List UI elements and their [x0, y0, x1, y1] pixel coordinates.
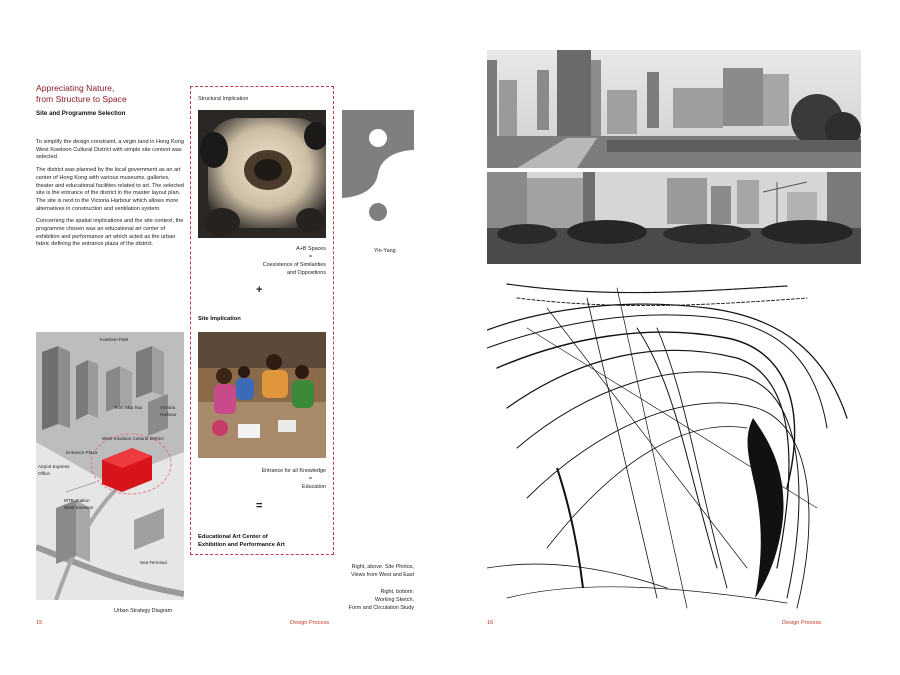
map-label-sea-terminal: Sea Terminal	[140, 560, 167, 565]
body-text	[36, 139, 184, 254]
site-photo	[198, 332, 326, 458]
children-learning-image	[198, 332, 326, 458]
map-label-kowloon-park: Kowloon Park	[100, 337, 129, 342]
section-label-left: Design Process	[290, 620, 330, 626]
map-label-tsim-sha-tsui: Tsim Sha Tsui	[114, 405, 143, 410]
paragraph-3: Concerning the spatial implications and the site context, the programme chosen was an educational art center of exhibition and performance art which acted as the urban fabric defining the entrance plaza of the district.	[36, 218, 184, 248]
paragraph-2: The district was planned by the local government as an art center of Hong Kong with various museums, galleries, theater and educational facilities related to art. The selected site is the entrance of the district in the master layout plan. The site is next to the Victoria Harbour which allows more alternatives in construction and ventilation system.	[36, 167, 184, 212]
page-number-right: 16	[487, 620, 494, 626]
map-label-wkcd: West Kowloon Cultural District	[102, 436, 164, 441]
map-label-office: Office	[38, 471, 50, 476]
title-line-2: from Structure to Space	[36, 94, 127, 104]
map-caption: Urban Strategy Diagram	[114, 608, 173, 614]
map-label-victoria: Victoria	[160, 405, 176, 410]
site-photo-east	[487, 172, 861, 264]
site-implication-label: Site Implication	[198, 316, 241, 322]
paragraph-1: To simplify the design constraint, a virgin land in Hong Kong West Kowloon Cultural District with simple site context was selected.	[36, 139, 185, 161]
section-label-right: Design Process	[782, 620, 822, 626]
title-line-1: Appreciating Nature,	[36, 83, 115, 93]
map-label-airport-express: Airport Express	[38, 464, 70, 469]
caption-right-bottom-2: Working Sketch,	[374, 597, 414, 603]
map-label-west-kowloon: West Kowloon	[64, 505, 94, 510]
page-number-left: 15	[36, 620, 43, 626]
form-circulation-sketch	[487, 268, 861, 610]
yin-yang-graphic	[342, 110, 414, 238]
site-caption-2: Education	[302, 484, 326, 490]
caption-right-above-2: Views from West and East	[350, 572, 414, 578]
result-line-1: Educational Art Center of	[198, 534, 268, 540]
site-photo-west-image	[487, 50, 861, 168]
site-caption-1: Entrance for all Knowledge	[261, 468, 326, 474]
structural-caption-1: A+B Spaces	[296, 246, 326, 252]
caption-right-bottom-3: Form and Circulation Study	[348, 605, 414, 611]
structural-caption-2: Coexistence of Similarities	[262, 262, 326, 268]
map-label-entrance-plaza: Entrance Plaza	[66, 450, 98, 455]
urban-strategy-diagram	[36, 332, 184, 600]
working-sketch	[487, 268, 861, 610]
structural-caption-eq: =	[308, 254, 312, 260]
site-photo-east-image	[487, 172, 861, 264]
result-line-2: Exhibition and Performance Art	[198, 542, 285, 548]
structural-implication-label: Structural Implication	[198, 96, 249, 102]
section-subtitle: Site and Programme Selection	[36, 110, 126, 117]
equals-sign: =	[256, 500, 263, 512]
lattice-structure-image	[198, 110, 326, 238]
map-label-mtr: MTR Station	[64, 498, 90, 503]
page-title	[36, 83, 186, 105]
plus-sign: +	[256, 284, 263, 296]
caption-right-bottom-1: Right, bottom:	[380, 589, 414, 595]
map-label-harbour: Harbour	[160, 412, 177, 417]
structural-photo	[198, 110, 326, 238]
caption-right-above-1: Right, above: Site Photos,	[351, 564, 414, 570]
structural-caption-3: and Oppositions	[287, 270, 326, 276]
yin-yang-icon	[342, 110, 414, 238]
yin-yang-label: Yin-Yang	[374, 248, 396, 254]
site-photo-west	[487, 50, 861, 168]
site-caption-eq: =	[308, 476, 312, 482]
